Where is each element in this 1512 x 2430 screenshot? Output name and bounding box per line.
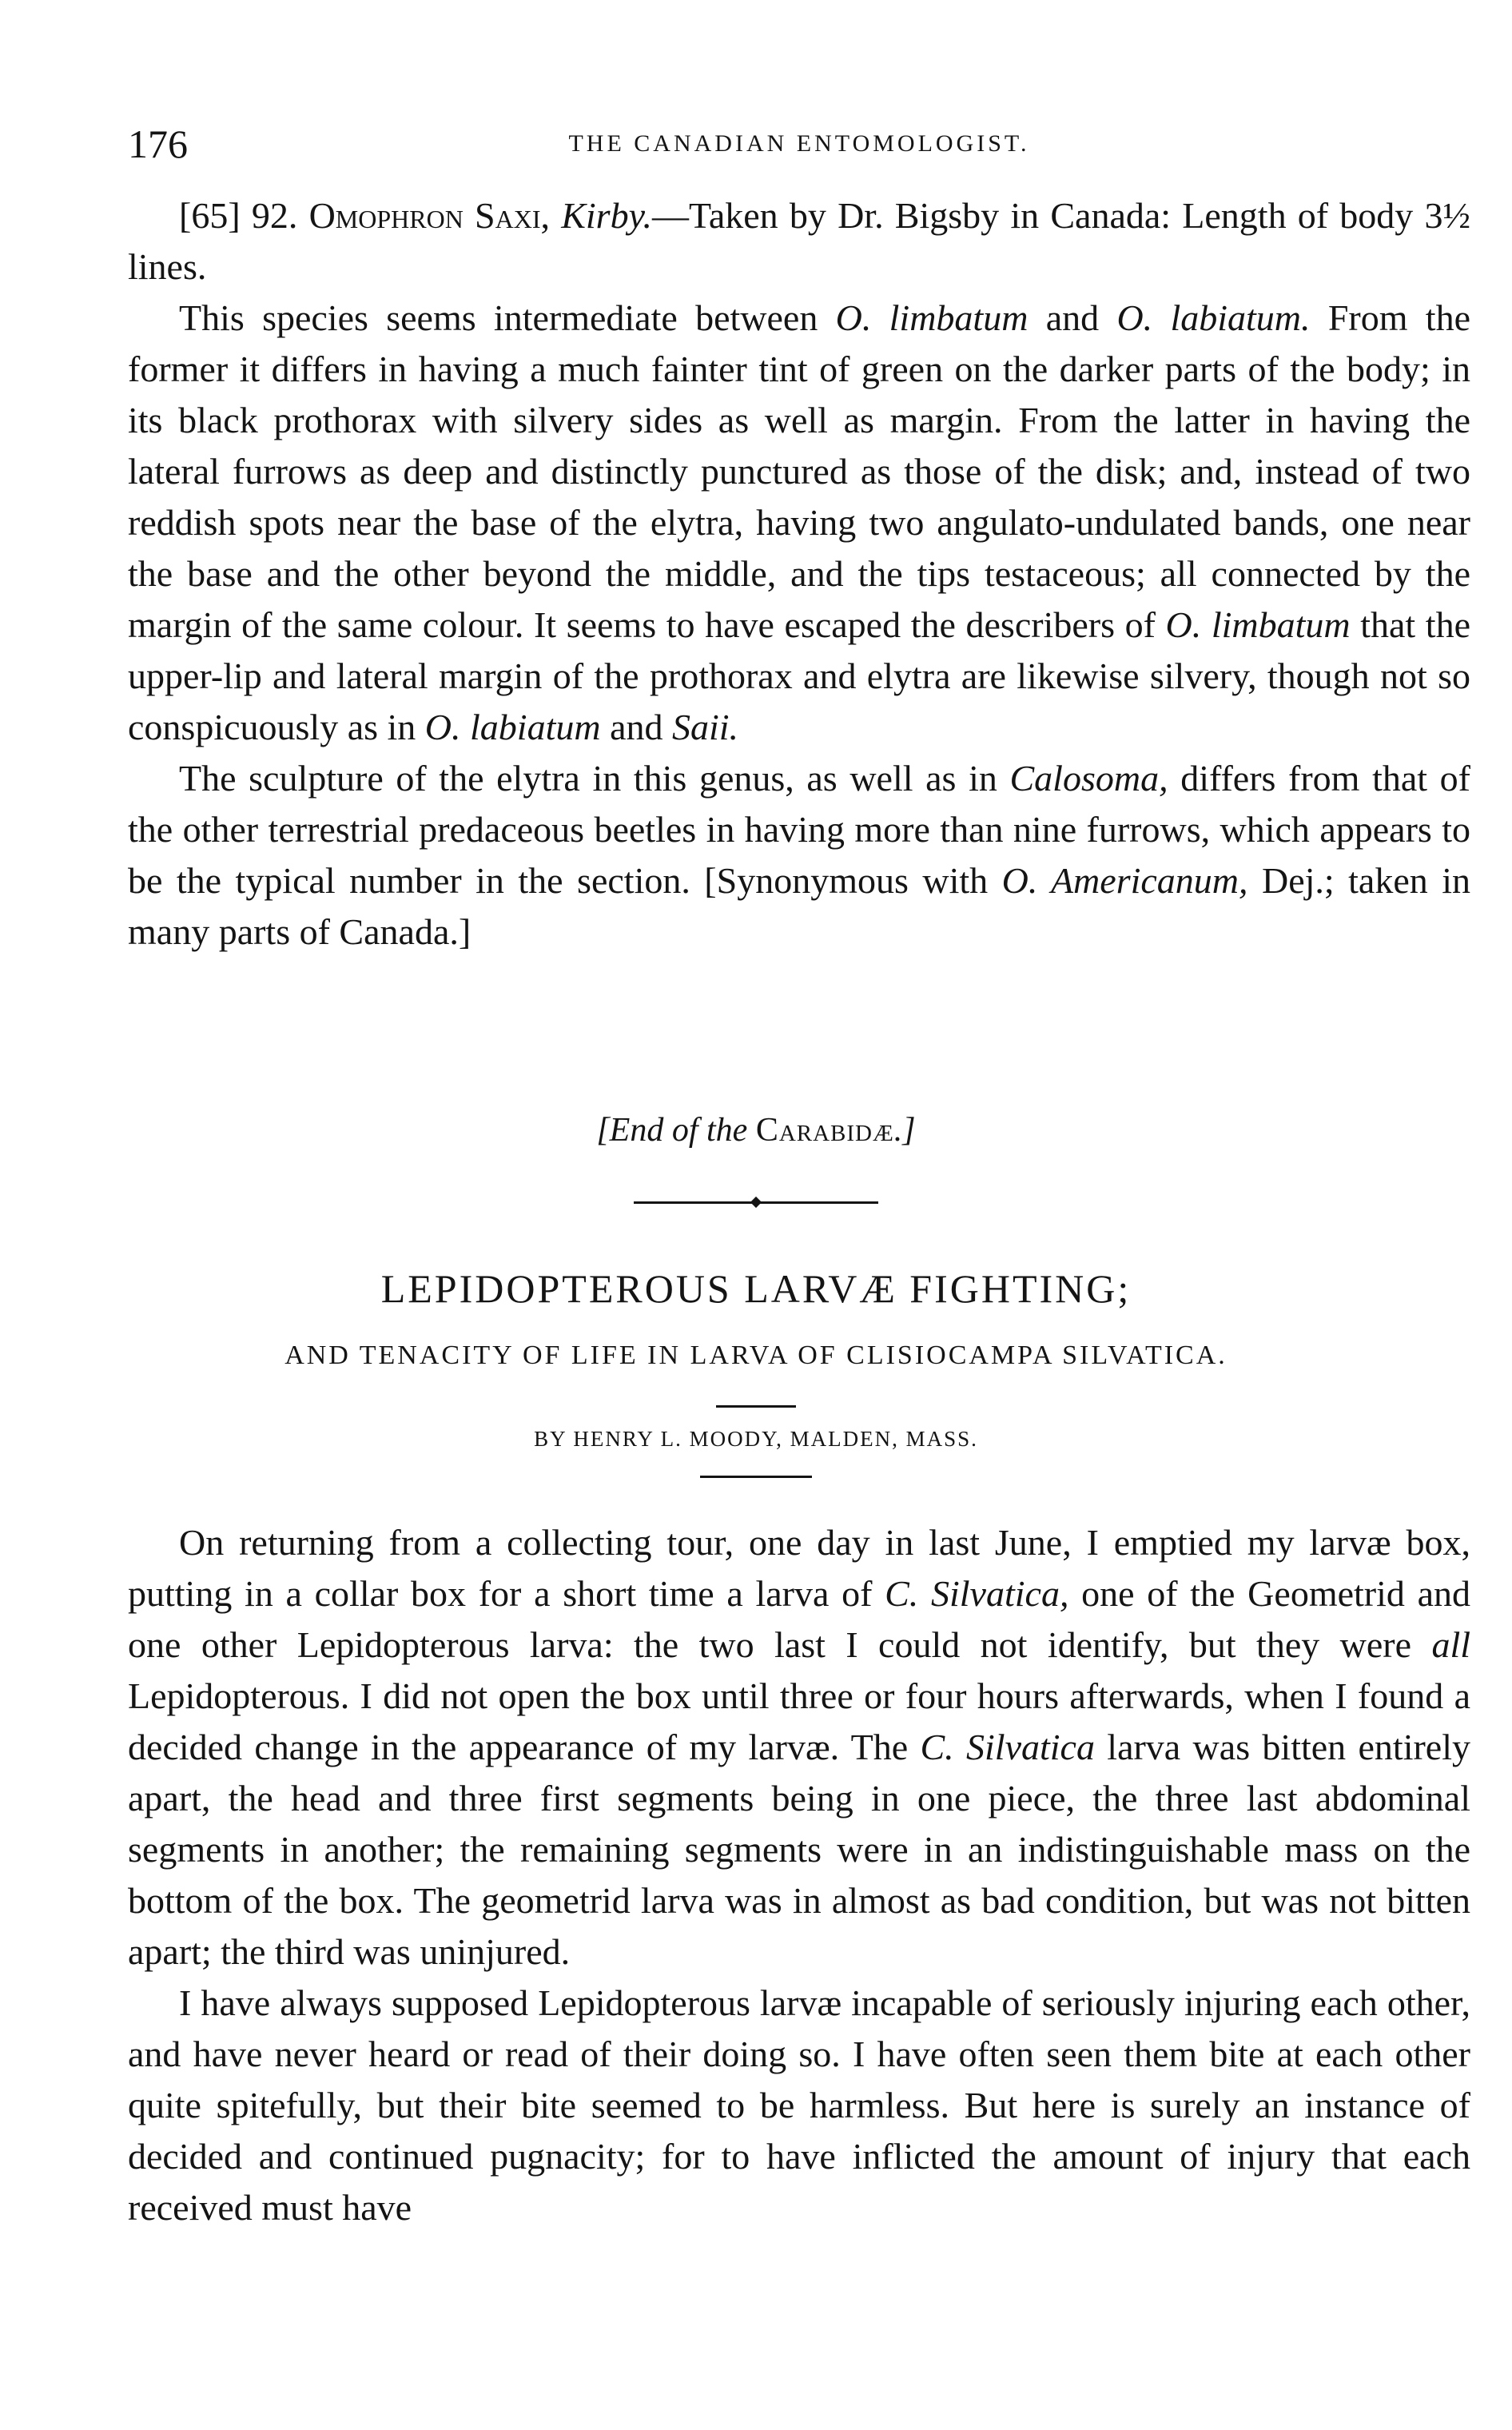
species-name: O. limbatum [835,297,1029,338]
paragraph-sculpture [128,753,1470,958]
species-author: Kirby. [561,195,652,236]
article-subtitle: AND TENACITY OF LIFE IN LARVA OF CLISIOCAMPA SILVATICA. [284,1340,1228,1370]
species-name: O. Americanum, [1001,860,1248,901]
text-run: Dej.; taken in many parts of Canada.] [128,860,1470,952]
text-run: [End of the [596,1112,756,1149]
text-run: one of the Geometrid and one other Lepidopterous larva: the two last I could not identify, but they were [128,1573,1471,1665]
paragraph-observation [128,1517,1470,1978]
text-run: and [1028,297,1117,338]
genus-name: Calosoma, [1009,758,1168,799]
text-run: From the former it differs in having a much fainter tint of green on the darker parts of the body; in its black prothorax with silvery sides as well as margin. From the latter in having the lateral furrows as deep and distinctly punctured as those of the disk; and, instead of two reddish spots near the base of the elytra, having two angulato-undulated bands, one near the base and the other beyond the middle, and the tips testaceous; all connected by the margin of the same colour. It seems to have escaped the describers of [128,297,1470,645]
article-byline: BY HENRY L. MOODY, MALDEN, MASS. [534,1427,978,1451]
page-header [128,120,1470,176]
text-run: that the upper-lip and lateral margin of the prothorax and elytra are likewise silvery, though not so conspicuously as in [128,604,1470,747]
entry-reference: [65] 92. [179,195,298,236]
species-name: Saii. [672,707,739,747]
text-run: larva was bitten entirely apart, the head and three first segments being in one piece, the three last abdominal segments in another; the remaining segments were in an indistinguishable mass on the bottom of the box. The geometrid larva was in almost as bad condition, but was not bitten apart; the third was uninjured. [128,1727,1470,1972]
paragraph-comparison [128,293,1470,753]
species-name: C. Silvatica, [885,1573,1069,1614]
byline-rule [700,1476,812,1478]
emphasis: all [1431,1624,1470,1665]
article-title: LEPIDOPTEROUS LARVÆ FIGHTING; [380,1266,1132,1311]
divider-line-left [634,1201,754,1204]
section-end-note [0,1111,1512,1149]
species-name: O. limbatum [1165,604,1351,645]
paragraph-conclusion [128,1978,1470,2233]
text-run: This species seems intermediate between [179,297,836,338]
section-divider-ornament [0,1195,1512,1209]
divider-diamond-icon [750,1197,762,1208]
species-entry [128,190,1470,293]
text-run: The sculpture of the elytra in this genus, as well as in [179,758,1010,799]
carabidae-section [128,190,1470,958]
species-name: O. labiatum [424,707,601,747]
title-rule [716,1405,796,1408]
page-number: 176 [128,122,188,166]
species-genus: Omophron Saxi, [308,195,550,236]
family-name: Carabidæ [755,1112,894,1149]
text-run: Lepidopterous. I did not open the box until three or four hours afterwards, when I found a decided change in the appearance of my larvæ. The [128,1675,1470,1767]
entry-text: —Taken by Dr. Bigsby in Canada: Length of body 3½ lines. [128,195,1471,287]
divider-line-right [758,1201,878,1204]
text-run: .] [893,1112,916,1149]
text-run: differs from that of the other terrestrial predaceous beetles in having more than nine furrows, which appears to be the typical number in the section. [Synonymous with [128,758,1470,901]
species-name: O. labiatum. [1116,297,1311,338]
running-head: THE CANADIAN ENTOMOLOGIST. [568,130,1030,157]
text-run: I have always supposed Lepidopterous larvæ incapable of seriously injuring each other, and have never heard or read of their doing so. I have often seen them bite at each other quite spitefully, but their bite seemed to be harmless. But here is surely an instance of decided and continued pugnacity; for to have inflicted the amount of injury that each received must have [128,1982,1470,2228]
article-body [128,1517,1470,2233]
text-run: and [600,707,672,747]
species-name: C. Silvatica [920,1727,1095,1767]
text-run: On returning from a collecting tour, one day in last June, I emptied my larvæ box, putting in a collar box for a short time a larva of [128,1522,1470,1614]
